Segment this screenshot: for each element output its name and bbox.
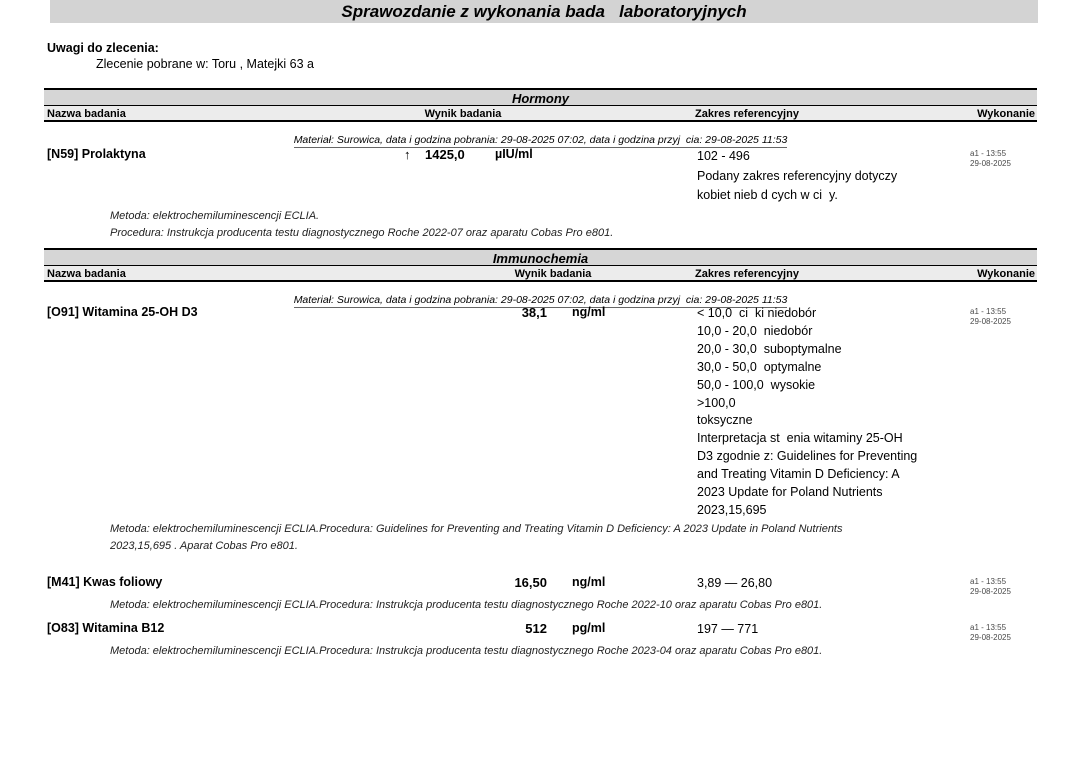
test-unit: ng/ml	[572, 305, 606, 319]
column-header-name: Nazwa badania	[47, 268, 126, 280]
column-header-reference: Zakres referencyjny	[695, 268, 799, 280]
test-value: 16,50	[514, 575, 547, 590]
column-header-result: Wynik badania	[514, 268, 592, 280]
performed-stamp: a1 - 13:55 29-08-2025	[970, 307, 1011, 326]
test-unit: ng/ml	[572, 575, 606, 589]
performed-stamp: a1 - 13:55 29-08-2025	[970, 149, 1011, 168]
report-title: Sprawozdanie z wykonania bada laboratoryjnych	[341, 2, 747, 21]
method-note: Metoda: elektrochemiluminescencji ECLIA.Procedura: Guidelines for Preventing and Treating Vitamin D Deficiency: A 2023 Update in Poland Nutrients 2023,15,695 . Aparat Cobas Pro e801.	[110, 523, 843, 552]
section-immunochemia-title: Immunochemia	[492, 251, 589, 266]
method-note: Metoda: elektrochemiluminescencji ECLIA.Procedura: Instrukcja producenta testu diagnostycznego Roche 2023-04 oraz aparatu Cobas Pro e801.	[110, 645, 823, 657]
section-hormony-column-header	[44, 106, 1037, 122]
test-unit: pg/ml	[572, 621, 606, 635]
test-value: 1425,0	[425, 147, 465, 162]
reference-range: < 10,0 ci ki niedobór 10,0 - 20,0 niedobór 20,0 - 30,0 suboptymalne 30,0 - 50,0 optymalne 50,0 - 100,0 wysokie >100,0 toksyczne Interpretacja st enia witaminy 25-OH D3 zgodnie z: Guidelines for Preventing and Treating Vitamin D Deficiency: A 2023 Update for Poland Nutrients 2023,15,695	[697, 306, 918, 517]
method-note: Metoda: elektrochemiluminescencji ECLIA.Procedura: Instrukcja producenta testu diagnostycznego Roche 2022-10 oraz aparatu Cobas Pro e801.	[110, 599, 823, 611]
order-notes-text: Zlecenie pobrane w: Toru , Matejki 63 a	[96, 57, 314, 71]
reference-range: 197 — 771	[697, 622, 759, 636]
section-hormony-titlebar	[44, 90, 1037, 106]
report-title-bar	[50, 0, 1038, 23]
material-line: Materiał: Surowica, data i godzina pobrania: 29-08-2025 07:02, data i godzina przyj cia: 29-08-2025 11:53	[293, 134, 788, 146]
reference-range: 102 - 496 Podany zakres referencyjny dotyczy kobiet nieb d cych w ci y.	[697, 149, 898, 202]
column-header-name: Nazwa badania	[47, 108, 126, 120]
performed-stamp: a1 - 13:55 29-08-2025	[970, 623, 1011, 642]
column-header-performed: Wykonanie	[977, 108, 1035, 120]
test-name: [O83] Witamina B12	[47, 621, 165, 635]
test-name: [M41] Kwas foliowy	[47, 575, 163, 589]
section-immunochemia-column-header	[44, 266, 1037, 282]
section-immunochemia	[44, 248, 1037, 657]
test-name: [N59] Prolaktyna	[47, 147, 146, 161]
test-name: [O91] Witamina 25-OH D3	[47, 305, 198, 319]
column-header-reference: Zakres referencyjny	[695, 108, 799, 120]
section-hormony	[44, 88, 1037, 239]
section-immunochemia-titlebar	[44, 250, 1037, 266]
high-flag-arrow-icon: ↑	[404, 147, 411, 162]
test-value: 38,1	[521, 305, 547, 320]
order-notes-label: Uwagi do zlecenia:	[47, 41, 159, 55]
method-note: Metoda: elektrochemiluminescencji ECLIA. Procedura: Instrukcja producenta testu diagnostycznego Roche 2022-07 oraz aparatu Cobas Pro e801.	[110, 210, 614, 239]
test-unit: µIU/ml	[495, 147, 533, 161]
column-header-performed: Wykonanie	[977, 268, 1035, 280]
reference-range: 3,89 — 26,80	[697, 576, 773, 590]
test-value: 512	[525, 621, 547, 636]
performed-stamp: a1 - 13:55 29-08-2025	[970, 577, 1011, 596]
column-header-result: Wynik badania	[424, 108, 502, 120]
material-line: Materiał: Surowica, data i godzina pobrania: 29-08-2025 07:02, data i godzina przyj cia: 29-08-2025 11:53	[293, 294, 788, 306]
section-hormony-title: Hormony	[511, 91, 570, 106]
